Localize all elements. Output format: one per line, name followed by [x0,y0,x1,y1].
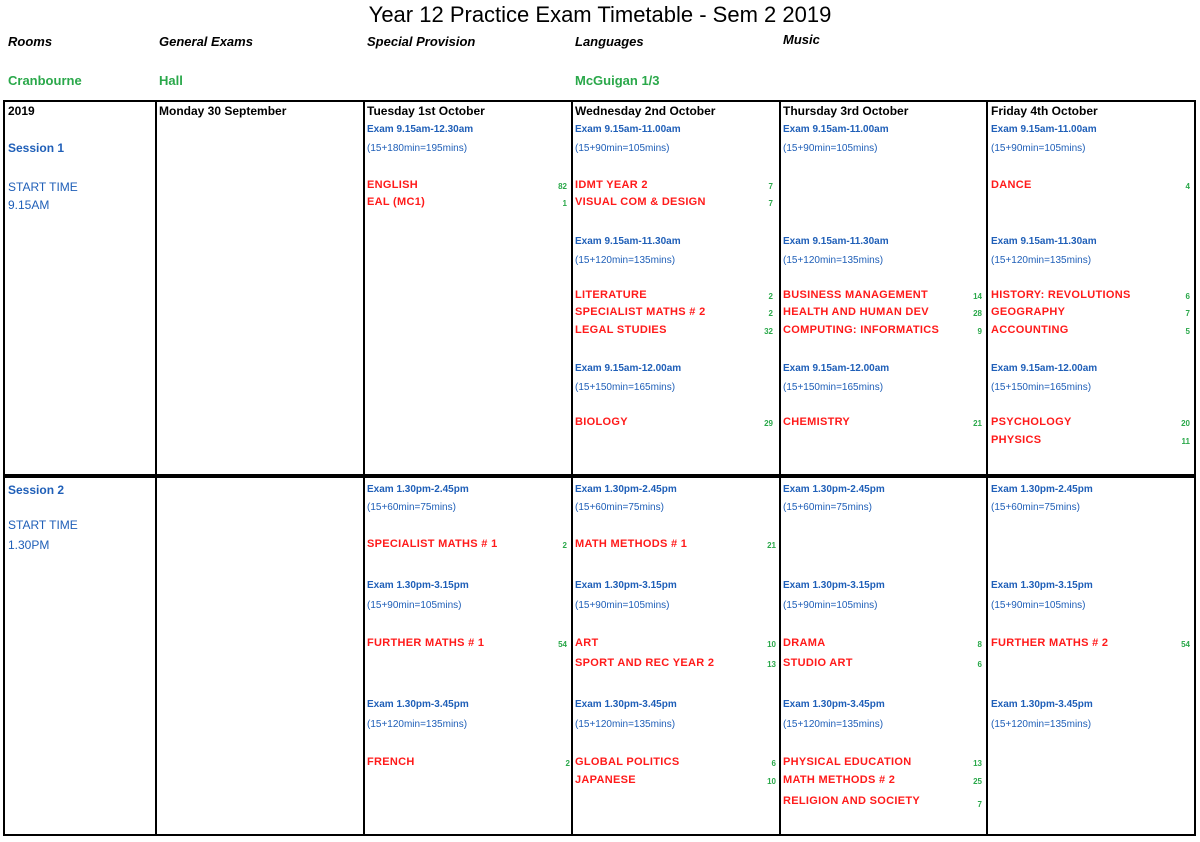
exam-time: Exam 9.15am-12.00am [575,363,682,374]
day-thursday: Thursday 3rd October [783,104,909,118]
exam-duration: (15+120min=135mins) [575,255,676,266]
exam-time: Exam 1.30pm-2.45pm [575,484,677,495]
subject-psychology: PSYCHOLOGY [991,416,1072,428]
subject-religion-society: RELIGION AND SOCIETY [783,795,920,807]
subject-visual-com: VISUAL COM & DESIGN [575,196,706,208]
exam-time: Exam 1.30pm-2.45pm [783,484,885,495]
room-cranbourne: Cranbourne [8,73,82,88]
subject-geography: GEOGRAPHY [991,306,1066,318]
subject-dance: DANCE [991,179,1032,191]
grid-bottom-line [3,834,1196,836]
student-count: 13 [767,660,776,669]
grid-top-line [3,100,1196,102]
grid-col-line [363,100,365,836]
subject-literature: LITERATURE [575,289,647,301]
subject-further-maths-2: FURTHER MATHS # 2 [991,637,1109,649]
exam-duration: (15+90min=105mins) [991,600,1086,611]
exam-time: Exam 9.15am-11.00am [991,124,1097,135]
subject-global-politics: GLOBAL POLITICS [575,756,680,768]
session-1-label: Session 1 [8,141,65,155]
subject-math-methods-2: MATH METHODS # 2 [783,774,896,786]
exam-time: Exam 1.30pm-2.45pm [367,484,469,495]
exam-duration: (15+180min=195mins) [367,143,468,154]
exam-duration: (15+120min=135mins) [991,255,1092,266]
subject-studio-art: STUDIO ART [783,657,853,669]
exam-duration: (15+150min=165mins) [575,382,676,393]
grid-col-line [779,100,781,836]
exam-duration: (15+90min=105mins) [575,143,670,154]
exam-duration: (15+120min=135mins) [367,719,468,730]
student-count: 29 [764,419,773,428]
grid-session-divider [3,474,1196,478]
exam-time: Exam 9.15am-11.30am [575,236,681,247]
header-music: Music [783,32,820,47]
exam-time: Exam 9.15am-11.00am [575,124,681,135]
exam-time: Exam 9.15am-12.00am [991,363,1098,374]
exam-time: Exam 1.30pm-3.15pm [367,580,469,591]
subject-art: ART [575,637,599,649]
student-count: 14 [973,292,982,301]
day-tuesday: Tuesday 1st October [367,104,485,118]
exam-time: Exam 9.15am-11.30am [991,236,1097,247]
subject-business-management: BUSINESS MANAGEMENT [783,289,929,301]
subject-history-revolutions: HISTORY: REVOLUTIONS [991,289,1131,301]
exam-time: Exam 1.30pm-3.15pm [575,580,677,591]
grid-col-line [1194,100,1196,836]
exam-duration: (15+120min=135mins) [991,719,1092,730]
student-count: 54 [558,640,567,649]
exam-duration: (15+90min=105mins) [991,143,1086,154]
room-mcguigan: McGuigan 1/3 [575,73,660,88]
student-count: 6 [1185,292,1190,301]
exam-duration: (15+90min=105mins) [783,600,878,611]
exam-duration: (15+120min=135mins) [575,719,676,730]
page-title: Year 12 Practice Exam Timetable - Sem 2 2019 [368,2,832,27]
subject-specialist-maths-2: SPECIALIST MATHS # 2 [575,306,706,318]
student-count: 6 [977,660,982,669]
subject-biology: BIOLOGY [575,416,628,428]
exam-duration: (15+60min=75mins) [991,502,1080,513]
student-count: 28 [973,309,982,318]
exam-duration: (15+60min=75mins) [575,502,664,513]
exam-time: Exam 1.30pm-3.45pm [991,699,1093,710]
session-2-start-time: 1.30PM [8,538,50,552]
header-special-provision: Special Provision [367,34,476,49]
subject-physics: PHYSICS [991,434,1042,446]
subject-specialist-maths-1: SPECIALIST MATHS # 1 [367,538,498,550]
exam-duration: (15+90min=105mins) [575,600,670,611]
exam-time: Exam 1.30pm-3.45pm [367,699,469,710]
exam-duration: (15+120min=135mins) [783,719,884,730]
header-rooms: Rooms [8,34,53,49]
grid-col-line [3,100,5,836]
exam-duration: (15+150min=165mins) [783,382,884,393]
session-2-start-label: START TIME [8,518,78,532]
student-count: 2 [562,541,567,550]
exam-time: Exam 9.15am-12.00am [783,363,890,374]
header-languages: Languages [575,34,644,49]
subject-drama: DRAMA [783,637,826,649]
subject-accounting: ACCOUNTING [991,324,1069,336]
year-label: 2019 [8,104,35,118]
student-count: 7 [1185,309,1190,318]
student-count: 7 [768,199,773,208]
subject-math-methods-1: MATH METHODS # 1 [575,538,688,550]
exam-time: Exam 1.30pm-3.45pm [783,699,885,710]
grid-col-line [571,100,573,836]
student-count: 13 [973,759,982,768]
student-count: 21 [767,541,776,550]
student-count: 1 [562,199,567,208]
exam-time: Exam 9.15am-12.30am [367,124,474,135]
subject-french: FRENCH [367,756,415,768]
subject-japanese: JAPANESE [575,774,636,786]
student-count: 11 [1181,437,1190,446]
student-count: 5 [1185,327,1190,336]
student-count: 10 [767,777,776,786]
day-friday: Friday 4th October [991,104,1098,118]
room-hall: Hall [159,73,183,88]
exam-time: Exam 9.15am-11.30am [783,236,889,247]
student-count: 2 [565,759,570,768]
exam-duration: (15+60min=75mins) [367,502,456,513]
subject-health-human-dev: HEALTH AND HUMAN DEV [783,306,929,318]
subject-idmt: IDMT YEAR 2 [575,179,648,191]
exam-time: Exam 1.30pm-3.15pm [991,580,1093,591]
student-count: 7 [977,800,982,809]
student-count: 21 [973,419,982,428]
exam-duration: (15+90min=105mins) [783,143,878,154]
exam-duration: (15+120min=135mins) [783,255,884,266]
exam-duration: (15+150min=165mins) [991,382,1092,393]
subject-further-maths-1: FURTHER MATHS # 1 [367,637,485,649]
subject-computing: COMPUTING: INFORMATICS [783,324,940,336]
student-count: 9 [977,327,982,336]
subject-chemistry: CHEMISTRY [783,416,851,428]
exam-time: Exam 1.30pm-2.45pm [991,484,1093,495]
exam-time: Exam 9.15am-11.00am [783,124,889,135]
student-count: 32 [764,327,773,336]
subject-english: ENGLISH [367,179,418,191]
session-2-label: Session 2 [8,483,65,497]
student-count: 2 [768,309,773,318]
subject-legal-studies: LEGAL STUDIES [575,324,667,336]
session-1-start-label: START TIME [8,180,78,194]
student-count: 82 [558,182,567,191]
student-count: 10 [767,640,776,649]
student-count: 25 [973,777,982,786]
exam-duration: (15+90min=105mins) [367,600,462,611]
grid-col-line [155,100,157,836]
exam-time: Exam 1.30pm-3.45pm [575,699,677,710]
exam-time: Exam 1.30pm-3.15pm [783,580,885,591]
exam-duration: (15+60min=75mins) [783,502,872,513]
student-count: 20 [1181,419,1190,428]
grid-col-line [986,100,988,836]
student-count: 2 [768,292,773,301]
subject-physical-education: PHYSICAL EDUCATION [783,756,912,768]
subject-eal: EAL (MC1) [367,196,426,208]
student-count: 8 [977,640,982,649]
student-count: 4 [1185,182,1190,191]
student-count: 6 [771,759,776,768]
day-monday: Monday 30 September [159,104,287,118]
header-general-exams: General Exams [159,34,253,49]
student-count: 7 [768,182,773,191]
day-wednesday: Wednesday 2nd October [575,104,716,118]
session-1-start-time: 9.15AM [8,198,50,212]
student-count: 54 [1181,640,1190,649]
subject-sport-rec: SPORT AND REC YEAR 2 [575,657,715,669]
